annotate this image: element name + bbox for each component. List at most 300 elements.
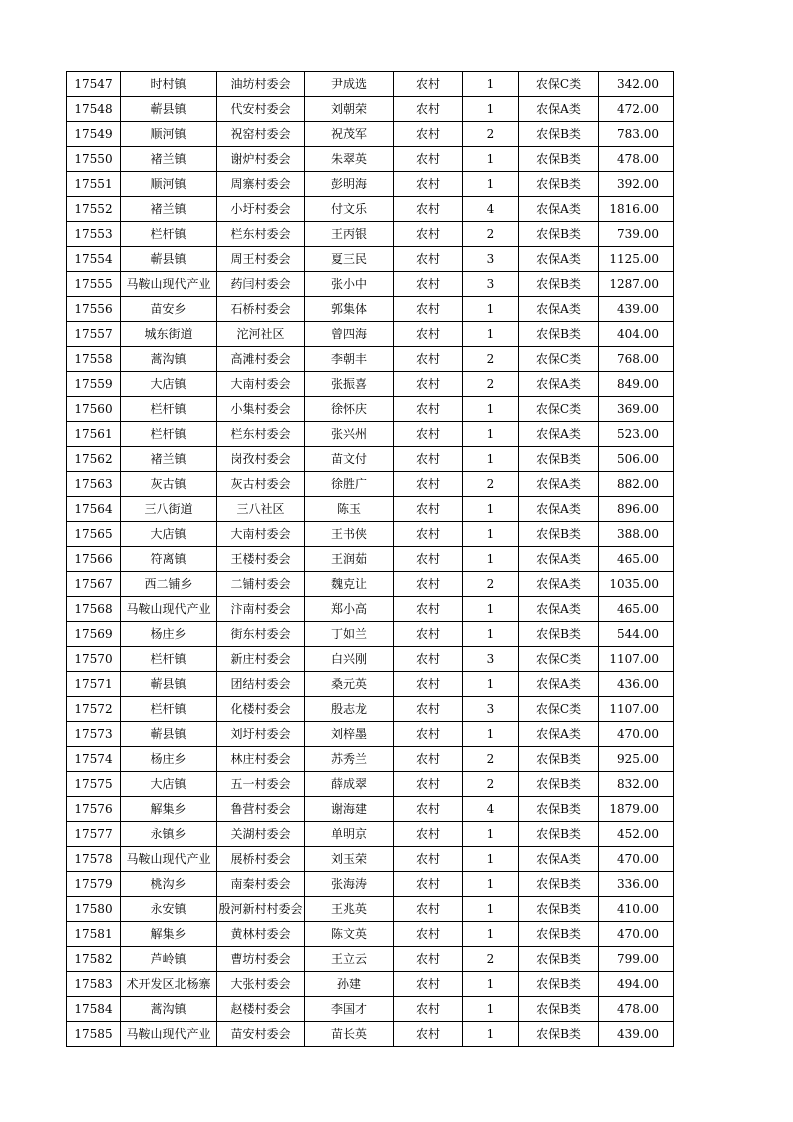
amount-cell: 925.00 bbox=[599, 747, 674, 772]
village-cell: 苗安村委会 bbox=[217, 1022, 305, 1047]
amount-cell: 832.00 bbox=[599, 772, 674, 797]
name-cell: 王润茹 bbox=[305, 547, 394, 572]
table-row bbox=[67, 572, 674, 597]
record-id-cell: 17565 bbox=[67, 522, 121, 547]
area-type-cell: 农村 bbox=[394, 147, 463, 172]
insurance-category-cell: 农保A类 bbox=[519, 597, 599, 622]
record-id-cell: 17560 bbox=[67, 397, 121, 422]
village-cell: 高滩村委会 bbox=[217, 347, 305, 372]
household-count-cell: 3 bbox=[463, 272, 519, 297]
area-type-cell: 农村 bbox=[394, 497, 463, 522]
insurance-category-cell: 农保A类 bbox=[519, 672, 599, 697]
village-cell: 黄林村委会 bbox=[217, 922, 305, 947]
insurance-category-cell: 农保A类 bbox=[519, 547, 599, 572]
town-cell: 顺河镇 bbox=[121, 122, 217, 147]
insurance-category-cell: 农保B类 bbox=[519, 447, 599, 472]
household-count-cell: 1 bbox=[463, 1022, 519, 1047]
table-row bbox=[67, 622, 674, 647]
area-type-cell: 农村 bbox=[394, 397, 463, 422]
insurance-category-cell: 农保C类 bbox=[519, 647, 599, 672]
area-type-cell: 农村 bbox=[394, 322, 463, 347]
table-row bbox=[67, 272, 674, 297]
town-cell: 大店镇 bbox=[121, 772, 217, 797]
name-cell: 郑小高 bbox=[305, 597, 394, 622]
name-cell: 张海涛 bbox=[305, 872, 394, 897]
insurance-category-cell: 农保B类 bbox=[519, 922, 599, 947]
table-row bbox=[67, 147, 674, 172]
village-cell: 化楼村委会 bbox=[217, 697, 305, 722]
insurance-category-cell: 农保B类 bbox=[519, 997, 599, 1022]
amount-cell: 506.00 bbox=[599, 447, 674, 472]
amount-cell: 470.00 bbox=[599, 847, 674, 872]
name-cell: 曾四海 bbox=[305, 322, 394, 347]
name-cell: 陈玉 bbox=[305, 497, 394, 522]
table-row bbox=[67, 697, 674, 722]
amount-cell: 882.00 bbox=[599, 472, 674, 497]
town-cell: 时村镇 bbox=[121, 72, 217, 97]
table-row bbox=[67, 597, 674, 622]
name-cell: 郭集体 bbox=[305, 297, 394, 322]
record-id-cell: 17584 bbox=[67, 997, 121, 1022]
household-count-cell: 1 bbox=[463, 847, 519, 872]
name-cell: 谢海建 bbox=[305, 797, 394, 822]
town-cell: 蕲县镇 bbox=[121, 247, 217, 272]
village-cell: 栏东村委会 bbox=[217, 222, 305, 247]
record-id-cell: 17562 bbox=[67, 447, 121, 472]
town-cell: 马鞍山现代产业 bbox=[121, 1022, 217, 1047]
amount-cell: 478.00 bbox=[599, 997, 674, 1022]
table-row bbox=[67, 997, 674, 1022]
table-row bbox=[67, 497, 674, 522]
area-type-cell: 农村 bbox=[394, 72, 463, 97]
name-cell: 苗长英 bbox=[305, 1022, 394, 1047]
amount-cell: 523.00 bbox=[599, 422, 674, 447]
amount-cell: 470.00 bbox=[599, 722, 674, 747]
village-cell: 代安村委会 bbox=[217, 97, 305, 122]
village-cell: 二铺村委会 bbox=[217, 572, 305, 597]
area-type-cell: 农村 bbox=[394, 797, 463, 822]
amount-cell: 1287.00 bbox=[599, 272, 674, 297]
amount-cell: 436.00 bbox=[599, 672, 674, 697]
area-type-cell: 农村 bbox=[394, 672, 463, 697]
area-type-cell: 农村 bbox=[394, 1022, 463, 1047]
record-id-cell: 17554 bbox=[67, 247, 121, 272]
table-row bbox=[67, 97, 674, 122]
village-cell: 小圩村委会 bbox=[217, 197, 305, 222]
town-cell: 栏杆镇 bbox=[121, 422, 217, 447]
name-cell: 王立云 bbox=[305, 947, 394, 972]
village-cell: 曹坊村委会 bbox=[217, 947, 305, 972]
table-row bbox=[67, 822, 674, 847]
area-type-cell: 农村 bbox=[394, 997, 463, 1022]
amount-cell: 452.00 bbox=[599, 822, 674, 847]
table-row bbox=[67, 872, 674, 897]
insurance-category-cell: 农保A类 bbox=[519, 422, 599, 447]
insurance-category-cell: 农保A类 bbox=[519, 847, 599, 872]
table-row bbox=[67, 922, 674, 947]
insurance-category-cell: 农保A类 bbox=[519, 497, 599, 522]
household-count-cell: 1 bbox=[463, 297, 519, 322]
area-type-cell: 农村 bbox=[394, 922, 463, 947]
record-id-cell: 17568 bbox=[67, 597, 121, 622]
household-count-cell: 4 bbox=[463, 797, 519, 822]
household-count-cell: 1 bbox=[463, 547, 519, 572]
record-id-cell: 17575 bbox=[67, 772, 121, 797]
area-type-cell: 农村 bbox=[394, 847, 463, 872]
town-cell: 永镇乡 bbox=[121, 822, 217, 847]
village-cell: 关湖村委会 bbox=[217, 822, 305, 847]
amount-cell: 439.00 bbox=[599, 1022, 674, 1047]
table-row bbox=[67, 197, 674, 222]
amount-cell: 1879.00 bbox=[599, 797, 674, 822]
household-count-cell: 1 bbox=[463, 172, 519, 197]
village-cell: 展桥村委会 bbox=[217, 847, 305, 872]
table-row bbox=[67, 347, 674, 372]
table-row bbox=[67, 772, 674, 797]
village-cell: 新庄村委会 bbox=[217, 647, 305, 672]
record-id-cell: 17550 bbox=[67, 147, 121, 172]
household-count-cell: 4 bbox=[463, 197, 519, 222]
area-type-cell: 农村 bbox=[394, 947, 463, 972]
insurance-category-cell: 农保B类 bbox=[519, 747, 599, 772]
record-id-cell: 17551 bbox=[67, 172, 121, 197]
village-cell: 药闫村委会 bbox=[217, 272, 305, 297]
household-count-cell: 1 bbox=[463, 447, 519, 472]
name-cell: 王兆英 bbox=[305, 897, 394, 922]
name-cell: 朱翠英 bbox=[305, 147, 394, 172]
amount-cell: 472.00 bbox=[599, 97, 674, 122]
area-type-cell: 农村 bbox=[394, 972, 463, 997]
name-cell: 张振喜 bbox=[305, 372, 394, 397]
record-id-cell: 17572 bbox=[67, 697, 121, 722]
area-type-cell: 农村 bbox=[394, 722, 463, 747]
table-row bbox=[67, 322, 674, 347]
area-type-cell: 农村 bbox=[394, 447, 463, 472]
town-cell: 马鞍山现代产业 bbox=[121, 597, 217, 622]
insurance-category-cell: 农保A类 bbox=[519, 97, 599, 122]
amount-cell: 1107.00 bbox=[599, 697, 674, 722]
town-cell: 顺河镇 bbox=[121, 172, 217, 197]
record-id-cell: 17567 bbox=[67, 572, 121, 597]
insurance-category-cell: 农保B类 bbox=[519, 222, 599, 247]
area-type-cell: 农村 bbox=[394, 747, 463, 772]
household-count-cell: 1 bbox=[463, 922, 519, 947]
town-cell: 杨庄乡 bbox=[121, 622, 217, 647]
insurance-category-cell: 农保B类 bbox=[519, 1022, 599, 1047]
name-cell: 魏克让 bbox=[305, 572, 394, 597]
household-count-cell: 1 bbox=[463, 522, 519, 547]
table-row bbox=[67, 422, 674, 447]
area-type-cell: 农村 bbox=[394, 622, 463, 647]
name-cell: 尹成选 bbox=[305, 72, 394, 97]
record-id-cell: 17569 bbox=[67, 622, 121, 647]
amount-cell: 1107.00 bbox=[599, 647, 674, 672]
town-cell: 马鞍山现代产业 bbox=[121, 272, 217, 297]
name-cell: 王丙银 bbox=[305, 222, 394, 247]
amount-cell: 799.00 bbox=[599, 947, 674, 972]
amount-cell: 783.00 bbox=[599, 122, 674, 147]
insurance-category-cell: 农保A类 bbox=[519, 722, 599, 747]
insurance-category-cell: 农保B类 bbox=[519, 122, 599, 147]
record-id-cell: 17576 bbox=[67, 797, 121, 822]
town-cell: 大店镇 bbox=[121, 372, 217, 397]
area-type-cell: 农村 bbox=[394, 97, 463, 122]
household-count-cell: 2 bbox=[463, 472, 519, 497]
household-count-cell: 2 bbox=[463, 947, 519, 972]
insurance-category-cell: 农保B类 bbox=[519, 622, 599, 647]
area-type-cell: 农村 bbox=[394, 472, 463, 497]
record-id-cell: 17574 bbox=[67, 747, 121, 772]
village-cell: 沱河社区 bbox=[217, 322, 305, 347]
area-type-cell: 农村 bbox=[394, 822, 463, 847]
record-id-cell: 17559 bbox=[67, 372, 121, 397]
insurance-category-cell: 农保B类 bbox=[519, 322, 599, 347]
village-cell: 灰古村委会 bbox=[217, 472, 305, 497]
table-row bbox=[67, 947, 674, 972]
area-type-cell: 农村 bbox=[394, 697, 463, 722]
amount-cell: 1125.00 bbox=[599, 247, 674, 272]
insurance-category-cell: 农保B类 bbox=[519, 972, 599, 997]
town-cell: 永安镇 bbox=[121, 897, 217, 922]
record-id-cell: 17579 bbox=[67, 872, 121, 897]
household-count-cell: 3 bbox=[463, 647, 519, 672]
village-cell: 刘圩村委会 bbox=[217, 722, 305, 747]
household-count-cell: 1 bbox=[463, 622, 519, 647]
records-table bbox=[66, 71, 674, 1047]
record-id-cell: 17548 bbox=[67, 97, 121, 122]
insurance-category-cell: 农保B类 bbox=[519, 522, 599, 547]
table-row bbox=[67, 897, 674, 922]
name-cell: 李朝丰 bbox=[305, 347, 394, 372]
town-cell: 栏杆镇 bbox=[121, 222, 217, 247]
table-row bbox=[67, 447, 674, 472]
amount-cell: 739.00 bbox=[599, 222, 674, 247]
record-id-cell: 17557 bbox=[67, 322, 121, 347]
table-row bbox=[67, 972, 674, 997]
insurance-category-cell: 农保B类 bbox=[519, 797, 599, 822]
village-cell: 街东村委会 bbox=[217, 622, 305, 647]
name-cell: 苗文付 bbox=[305, 447, 394, 472]
area-type-cell: 农村 bbox=[394, 872, 463, 897]
town-cell: 褚兰镇 bbox=[121, 197, 217, 222]
amount-cell: 465.00 bbox=[599, 597, 674, 622]
town-cell: 蕲县镇 bbox=[121, 672, 217, 697]
area-type-cell: 农村 bbox=[394, 422, 463, 447]
household-count-cell: 1 bbox=[463, 972, 519, 997]
amount-cell: 849.00 bbox=[599, 372, 674, 397]
household-count-cell: 2 bbox=[463, 572, 519, 597]
household-count-cell: 1 bbox=[463, 897, 519, 922]
household-count-cell: 1 bbox=[463, 822, 519, 847]
amount-cell: 410.00 bbox=[599, 897, 674, 922]
village-cell: 汴南村委会 bbox=[217, 597, 305, 622]
area-type-cell: 农村 bbox=[394, 772, 463, 797]
area-type-cell: 农村 bbox=[394, 572, 463, 597]
village-cell: 五一村委会 bbox=[217, 772, 305, 797]
table-row bbox=[67, 647, 674, 672]
amount-cell: 768.00 bbox=[599, 347, 674, 372]
amount-cell: 1035.00 bbox=[599, 572, 674, 597]
table-row bbox=[67, 372, 674, 397]
name-cell: 付文乐 bbox=[305, 197, 394, 222]
table-row bbox=[67, 722, 674, 747]
name-cell: 张兴州 bbox=[305, 422, 394, 447]
household-count-cell: 2 bbox=[463, 347, 519, 372]
town-cell: 桃沟乡 bbox=[121, 872, 217, 897]
table-row bbox=[67, 397, 674, 422]
household-count-cell: 1 bbox=[463, 147, 519, 172]
record-id-cell: 17555 bbox=[67, 272, 121, 297]
record-id-cell: 17578 bbox=[67, 847, 121, 872]
insurance-category-cell: 农保B类 bbox=[519, 947, 599, 972]
household-count-cell: 1 bbox=[463, 497, 519, 522]
table-row bbox=[67, 522, 674, 547]
record-id-cell: 17564 bbox=[67, 497, 121, 522]
record-id-cell: 17577 bbox=[67, 822, 121, 847]
village-cell: 周寨村委会 bbox=[217, 172, 305, 197]
household-count-cell: 1 bbox=[463, 597, 519, 622]
household-count-cell: 2 bbox=[463, 747, 519, 772]
area-type-cell: 农村 bbox=[394, 522, 463, 547]
town-cell: 马鞍山现代产业 bbox=[121, 847, 217, 872]
insurance-category-cell: 农保C类 bbox=[519, 397, 599, 422]
area-type-cell: 农村 bbox=[394, 247, 463, 272]
town-cell: 西二铺乡 bbox=[121, 572, 217, 597]
household-count-cell: 1 bbox=[463, 722, 519, 747]
town-cell: 蒿沟镇 bbox=[121, 347, 217, 372]
record-id-cell: 17552 bbox=[67, 197, 121, 222]
town-cell: 大店镇 bbox=[121, 522, 217, 547]
table-row bbox=[67, 72, 674, 97]
name-cell: 刘梓墨 bbox=[305, 722, 394, 747]
record-id-cell: 17561 bbox=[67, 422, 121, 447]
household-count-cell: 1 bbox=[463, 422, 519, 447]
village-cell: 栏东村委会 bbox=[217, 422, 305, 447]
village-cell: 谢炉村委会 bbox=[217, 147, 305, 172]
town-cell: 褚兰镇 bbox=[121, 147, 217, 172]
household-count-cell: 1 bbox=[463, 72, 519, 97]
village-cell: 团结村委会 bbox=[217, 672, 305, 697]
record-id-cell: 17585 bbox=[67, 1022, 121, 1047]
name-cell: 徐怀庆 bbox=[305, 397, 394, 422]
name-cell: 丁如兰 bbox=[305, 622, 394, 647]
table-row bbox=[67, 547, 674, 572]
village-cell: 周王村委会 bbox=[217, 247, 305, 272]
area-type-cell: 农村 bbox=[394, 222, 463, 247]
town-cell: 灰古镇 bbox=[121, 472, 217, 497]
area-type-cell: 农村 bbox=[394, 272, 463, 297]
area-type-cell: 农村 bbox=[394, 297, 463, 322]
amount-cell: 369.00 bbox=[599, 397, 674, 422]
village-cell: 大南村委会 bbox=[217, 372, 305, 397]
insurance-category-cell: 农保B类 bbox=[519, 822, 599, 847]
insurance-category-cell: 农保A类 bbox=[519, 247, 599, 272]
area-type-cell: 农村 bbox=[394, 597, 463, 622]
village-cell: 大张村委会 bbox=[217, 972, 305, 997]
insurance-category-cell: 农保B类 bbox=[519, 172, 599, 197]
village-cell: 石桥村委会 bbox=[217, 297, 305, 322]
table-body bbox=[67, 72, 674, 1047]
table-row bbox=[67, 297, 674, 322]
amount-cell: 494.00 bbox=[599, 972, 674, 997]
name-cell: 桑元英 bbox=[305, 672, 394, 697]
insurance-category-cell: 农保A类 bbox=[519, 472, 599, 497]
record-id-cell: 17582 bbox=[67, 947, 121, 972]
amount-cell: 465.00 bbox=[599, 547, 674, 572]
record-id-cell: 17563 bbox=[67, 472, 121, 497]
name-cell: 王书侠 bbox=[305, 522, 394, 547]
household-count-cell: 3 bbox=[463, 697, 519, 722]
table-row bbox=[67, 472, 674, 497]
town-cell: 栏杆镇 bbox=[121, 697, 217, 722]
household-count-cell: 1 bbox=[463, 397, 519, 422]
insurance-category-cell: 农保A类 bbox=[519, 372, 599, 397]
table-row bbox=[67, 1022, 674, 1047]
amount-cell: 470.00 bbox=[599, 922, 674, 947]
village-cell: 三八社区 bbox=[217, 497, 305, 522]
town-cell: 三八街道 bbox=[121, 497, 217, 522]
name-cell: 刘朝荣 bbox=[305, 97, 394, 122]
amount-cell: 336.00 bbox=[599, 872, 674, 897]
area-type-cell: 农村 bbox=[394, 347, 463, 372]
record-id-cell: 17581 bbox=[67, 922, 121, 947]
town-cell: 蒿沟镇 bbox=[121, 997, 217, 1022]
village-cell: 小集村委会 bbox=[217, 397, 305, 422]
name-cell: 单明京 bbox=[305, 822, 394, 847]
table-row bbox=[67, 172, 674, 197]
insurance-category-cell: 农保B类 bbox=[519, 772, 599, 797]
insurance-category-cell: 农保A类 bbox=[519, 572, 599, 597]
area-type-cell: 农村 bbox=[394, 372, 463, 397]
name-cell: 张小中 bbox=[305, 272, 394, 297]
name-cell: 夏三民 bbox=[305, 247, 394, 272]
insurance-category-cell: 农保B类 bbox=[519, 272, 599, 297]
area-type-cell: 农村 bbox=[394, 897, 463, 922]
area-type-cell: 农村 bbox=[394, 172, 463, 197]
insurance-category-cell: 农保B类 bbox=[519, 897, 599, 922]
village-cell: 大南村委会 bbox=[217, 522, 305, 547]
table-row bbox=[67, 847, 674, 872]
name-cell: 李国才 bbox=[305, 997, 394, 1022]
town-cell: 蕲县镇 bbox=[121, 97, 217, 122]
amount-cell: 478.00 bbox=[599, 147, 674, 172]
town-cell: 苗安乡 bbox=[121, 297, 217, 322]
name-cell: 殷志龙 bbox=[305, 697, 394, 722]
household-count-cell: 2 bbox=[463, 122, 519, 147]
town-cell: 解集乡 bbox=[121, 797, 217, 822]
village-cell: 鲁营村委会 bbox=[217, 797, 305, 822]
town-cell: 解集乡 bbox=[121, 922, 217, 947]
area-type-cell: 农村 bbox=[394, 122, 463, 147]
town-cell: 栏杆镇 bbox=[121, 647, 217, 672]
amount-cell: 544.00 bbox=[599, 622, 674, 647]
record-id-cell: 17571 bbox=[67, 672, 121, 697]
record-id-cell: 17580 bbox=[67, 897, 121, 922]
name-cell: 白兴刚 bbox=[305, 647, 394, 672]
insurance-category-cell: 农保B类 bbox=[519, 872, 599, 897]
table-row bbox=[67, 247, 674, 272]
table-row bbox=[67, 222, 674, 247]
record-id-cell: 17547 bbox=[67, 72, 121, 97]
town-cell: 蕲县镇 bbox=[121, 722, 217, 747]
town-cell: 栏杆镇 bbox=[121, 397, 217, 422]
household-count-cell: 2 bbox=[463, 772, 519, 797]
town-cell: 芦岭镇 bbox=[121, 947, 217, 972]
area-type-cell: 农村 bbox=[394, 197, 463, 222]
amount-cell: 896.00 bbox=[599, 497, 674, 522]
table-row bbox=[67, 747, 674, 772]
household-count-cell: 1 bbox=[463, 322, 519, 347]
